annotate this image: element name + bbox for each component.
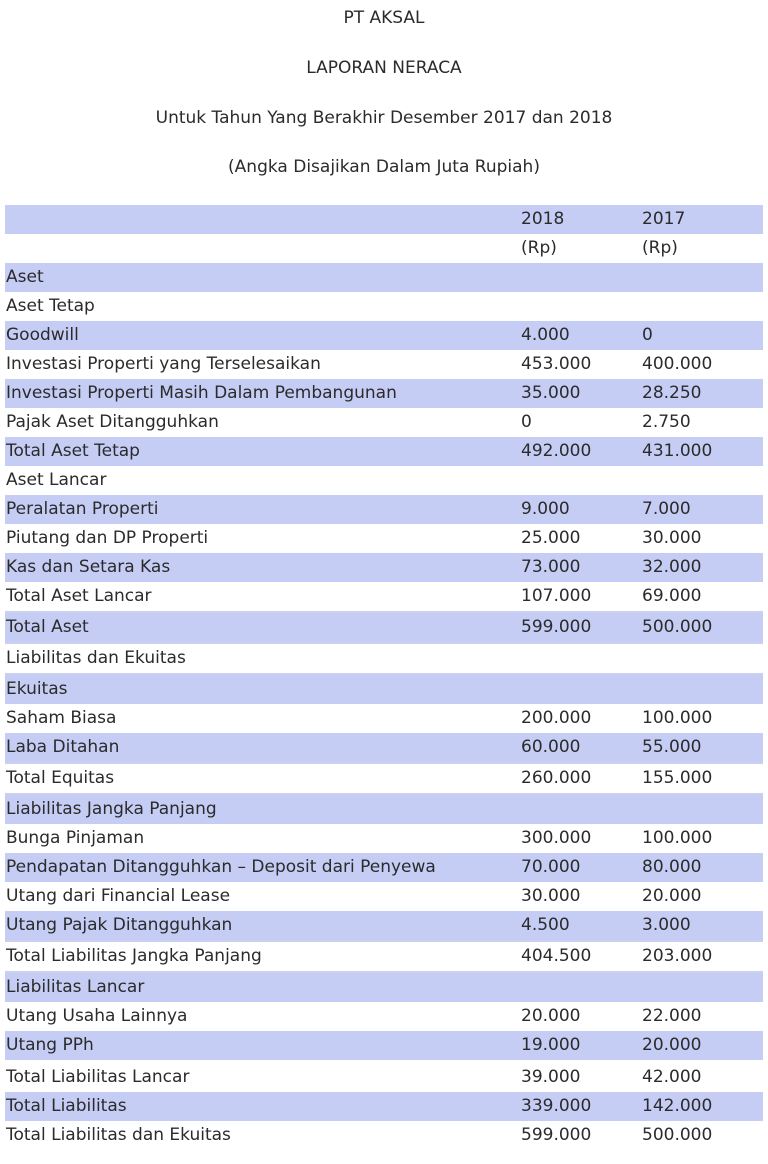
report-title: LAPORAN NERACA: [306, 58, 462, 78]
currency-2017-header: (Rp): [642, 234, 763, 263]
value-2018: 20.000: [521, 1002, 642, 1031]
row-label: Aset: [5, 263, 521, 292]
table-row: [5, 643, 763, 674]
table-row: [5, 321, 763, 350]
value-2017: [642, 972, 763, 1002]
table-row: [5, 1031, 763, 1062]
value-2018: 60.000: [521, 733, 642, 763]
value-2017: [642, 643, 763, 674]
value-2018: 30.000: [521, 882, 642, 911]
header-row-years: [5, 205, 763, 234]
value-2018: 0: [521, 408, 642, 437]
row-label: Utang dari Financial Lease: [5, 882, 521, 911]
value-2018: 39.000: [521, 1062, 642, 1093]
table-row: [5, 882, 763, 911]
row-label: Pajak Aset Ditangguhkan: [5, 408, 521, 437]
value-2018: 70.000: [521, 853, 642, 882]
table-row: [5, 763, 763, 794]
table-row: [5, 704, 763, 733]
table-row: [5, 553, 763, 582]
row-label: Total Aset Tetap: [5, 437, 521, 466]
table-row: [5, 582, 763, 612]
value-2018: [521, 794, 642, 824]
report-period: Untuk Tahun Yang Berakhir Desember 2017 dan 2018: [155, 108, 613, 128]
value-2017: 80.000: [642, 853, 763, 882]
value-2018: 260.000: [521, 763, 642, 794]
row-label: Utang PPh: [5, 1031, 521, 1062]
row-label: Aset Tetap: [5, 292, 521, 321]
value-2017: [642, 292, 763, 321]
table-body: [5, 263, 763, 1150]
table-row: [5, 466, 763, 495]
table-row: [5, 853, 763, 882]
row-label: Investasi Properti yang Terselesaikan: [5, 350, 521, 379]
table-row: [5, 1002, 763, 1031]
value-2018: [521, 466, 642, 495]
row-label: Total Aset Lancar: [5, 582, 521, 612]
row-label: Liabilitas Lancar: [5, 972, 521, 1002]
table-row: [5, 495, 763, 524]
table-row: [5, 674, 763, 704]
row-label: Utang Pajak Ditangguhkan: [5, 911, 521, 941]
year-2018-header: 2018: [521, 205, 642, 234]
value-2017: 155.000: [642, 763, 763, 794]
table-row: [5, 941, 763, 972]
value-2018: 492.000: [521, 437, 642, 466]
table-row: [5, 972, 763, 1002]
table-row: [5, 824, 763, 853]
value-2017: 400.000: [642, 350, 763, 379]
table-row: [5, 350, 763, 379]
value-2017: 500.000: [642, 612, 763, 643]
value-2017: 431.000: [642, 437, 763, 466]
value-2018: 35.000: [521, 379, 642, 408]
row-label: Laba Ditahan: [5, 733, 521, 763]
value-2017: [642, 794, 763, 824]
value-2017: 55.000: [642, 733, 763, 763]
value-2018: 404.500: [521, 941, 642, 972]
value-2018: 599.000: [521, 1121, 642, 1150]
value-2018: [521, 972, 642, 1002]
value-2017: 22.000: [642, 1002, 763, 1031]
value-2017: 100.000: [642, 704, 763, 733]
value-2017: [642, 263, 763, 292]
value-2017: 142.000: [642, 1092, 763, 1121]
table-row: [5, 733, 763, 763]
row-label: Saham Biasa: [5, 704, 521, 733]
table-row: [5, 292, 763, 321]
table-row: [5, 379, 763, 408]
value-2018: 300.000: [521, 824, 642, 853]
row-label: Utang Usaha Lainnya: [5, 1002, 521, 1031]
table-row: [5, 524, 763, 553]
table-row: [5, 1062, 763, 1093]
value-2018: [521, 674, 642, 704]
row-label: Total Equitas: [5, 763, 521, 794]
table-row: [5, 408, 763, 437]
report-unit: (Angka Disajikan Dalam Juta Rupiah): [228, 157, 540, 177]
row-label: Total Liabilitas Lancar: [5, 1062, 521, 1093]
value-2018: 73.000: [521, 553, 642, 582]
company-name: PT AKSAL: [343, 8, 425, 28]
table-row: [5, 794, 763, 824]
value-2017: 32.000: [642, 553, 763, 582]
header-label-cell: [5, 234, 521, 263]
value-2018: 599.000: [521, 612, 642, 643]
currency-2018-header: (Rp): [521, 234, 642, 263]
header-row-currency: [5, 234, 763, 263]
value-2017: 20.000: [642, 882, 763, 911]
value-2017: 100.000: [642, 824, 763, 853]
row-label: Investasi Properti Masih Dalam Pembangunan: [5, 379, 521, 408]
value-2017: 2.750: [642, 408, 763, 437]
value-2017: 28.250: [642, 379, 763, 408]
value-2017: 30.000: [642, 524, 763, 553]
value-2017: [642, 466, 763, 495]
table-row: [5, 437, 763, 466]
value-2018: 107.000: [521, 582, 642, 612]
row-label: Liabilitas Jangka Panjang: [5, 794, 521, 824]
row-label: Aset Lancar: [5, 466, 521, 495]
row-label: Kas dan Setara Kas: [5, 553, 521, 582]
value-2018: [521, 292, 642, 321]
row-label: Total Aset: [5, 612, 521, 643]
value-2018: 25.000: [521, 524, 642, 553]
value-2018: 9.000: [521, 495, 642, 524]
value-2018: 453.000: [521, 350, 642, 379]
table-row: [5, 1092, 763, 1121]
value-2018: [521, 643, 642, 674]
value-2017: [642, 674, 763, 704]
value-2017: 0: [642, 321, 763, 350]
value-2018: 19.000: [521, 1031, 642, 1062]
table-row: [5, 263, 763, 292]
row-label: Total Liabilitas Jangka Panjang: [5, 941, 521, 972]
value-2017: 3.000: [642, 911, 763, 941]
value-2018: 339.000: [521, 1092, 642, 1121]
value-2018: [521, 263, 642, 292]
value-2017: 20.000: [642, 1031, 763, 1062]
year-2017-header: 2017: [642, 205, 763, 234]
row-label: Liabilitas dan Ekuitas: [5, 643, 521, 674]
header-label-cell: [5, 205, 521, 234]
table-row: [5, 1121, 763, 1150]
value-2017: 500.000: [642, 1121, 763, 1150]
balance-sheet-table: [5, 205, 763, 1150]
row-label: Peralatan Properti: [5, 495, 521, 524]
value-2018: 4.500: [521, 911, 642, 941]
value-2017: 203.000: [642, 941, 763, 972]
value-2017: 7.000: [642, 495, 763, 524]
row-label: Bunga Pinjaman: [5, 824, 521, 853]
row-label: Goodwill: [5, 321, 521, 350]
value-2017: 42.000: [642, 1062, 763, 1093]
row-label: Ekuitas: [5, 674, 521, 704]
value-2018: 200.000: [521, 704, 642, 733]
row-label: Total Liabilitas: [5, 1092, 521, 1121]
row-label: Pendapatan Ditangguhkan – Deposit dari Penyewa: [5, 853, 521, 882]
value-2017: 69.000: [642, 582, 763, 612]
value-2018: 4.000: [521, 321, 642, 350]
table-row: [5, 612, 763, 643]
table-row: [5, 911, 763, 941]
row-label: Total Liabilitas dan Ekuitas: [5, 1121, 521, 1150]
row-label: Piutang dan DP Properti: [5, 524, 521, 553]
